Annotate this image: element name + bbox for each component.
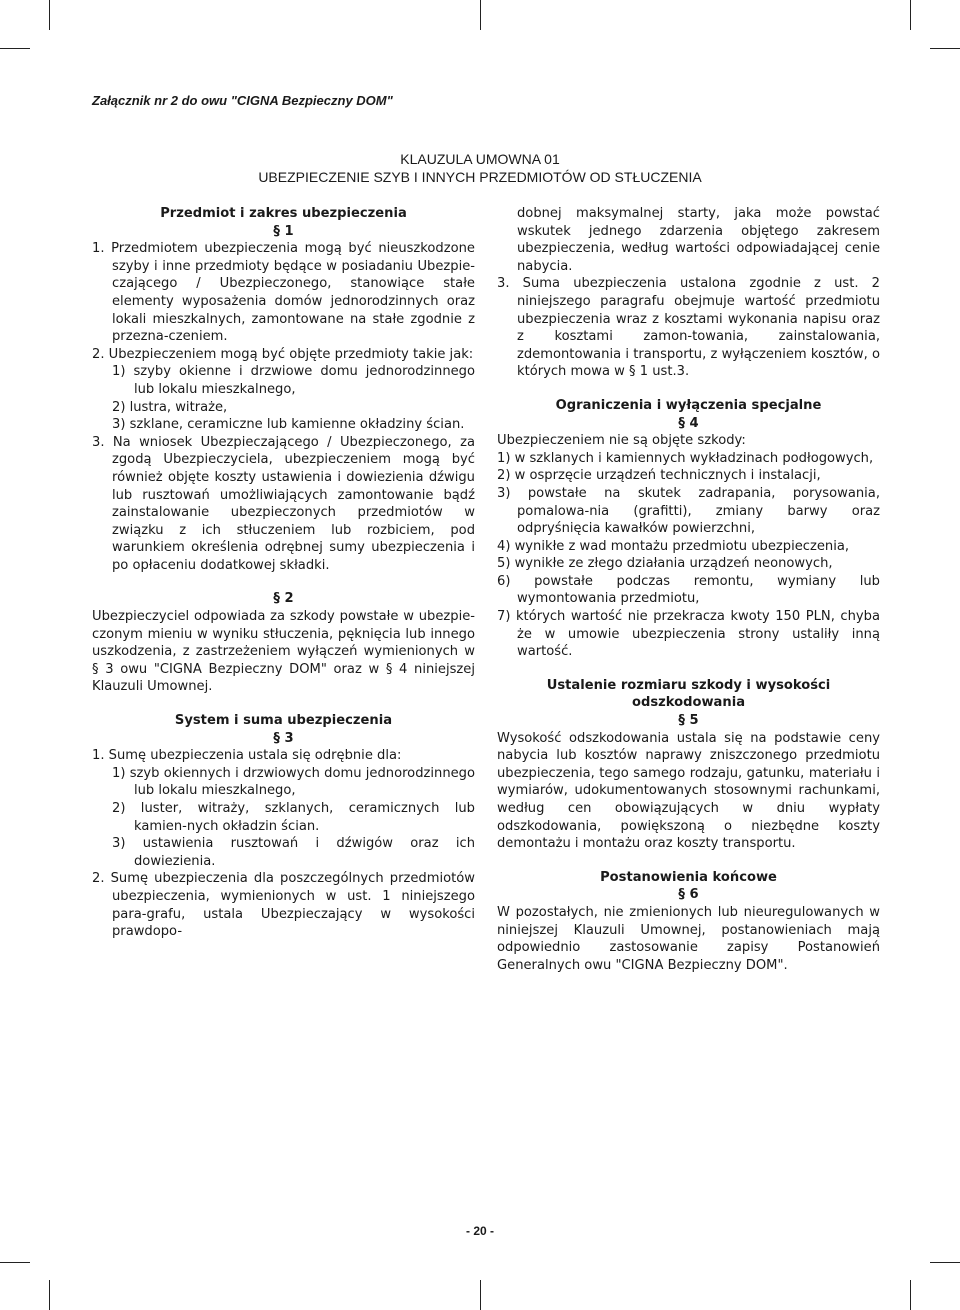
header-note: Załącznik nr 2 do owu "CIGNA Bezpieczny DOM" bbox=[92, 93, 393, 108]
section-6-number: § 6 bbox=[678, 887, 699, 903]
section-1-paragraph-1: 1. Przedmiotem ubezpieczenia mogą być nieuszkodzone szyby i inne przedmioty będące w posiadaniu Ubezpie-czającego / Ubezpieczonego, stanowiące stałe elementy wyposażenia domów jednorodzinnych oraz lokali mieszkalnych, zamontowane na stałe zgodnie z przezna-czeniem. bbox=[92, 241, 475, 345]
crop-mark bbox=[930, 48, 960, 49]
crop-mark bbox=[49, 1280, 50, 1310]
list-item: 3) ustawienia rusztowań i dźwigów oraz ich dowiezienia. bbox=[112, 836, 475, 869]
section-5-title: Ustalenie rozmiaru szkody i wysokości odszkodowania bbox=[546, 677, 831, 711]
crop-mark bbox=[910, 1280, 911, 1310]
list-item: 2) lustra, witraże, bbox=[112, 399, 228, 415]
crop-mark bbox=[480, 0, 481, 30]
page-number: - 20 - bbox=[465, 1224, 494, 1238]
crop-mark bbox=[480, 1280, 481, 1310]
list-item: 2) w osprzęcie urządzeń technicznych i instalacji, bbox=[497, 468, 821, 484]
section-1-paragraph-3: 3. Na wniosek Ubezpieczającego / Ubezpieczonego, za zgodą Ubezpieczyciela, ubezpieczeniem mogą być również objęte koszty ustawienia i dowiezienia dźwigu lub rusztowań umożliwiających zamontowanie bądź zainstalowanie ubezpieczonych przedmiotów w związku z ich stłuczeniem lub rozbiciem, pod warunkiem określenia odrębnej sumy ubezpieczenia i po opłaceniu dodatkowej składki. bbox=[92, 434, 475, 573]
section-4-intro: Ubezpieczeniem nie są objęte szkody: bbox=[497, 433, 746, 449]
crop-mark bbox=[49, 0, 50, 30]
section-4-number: § 4 bbox=[678, 415, 699, 431]
section-3-number: § 3 bbox=[273, 730, 294, 746]
title-line-1: KLAUZULA UMOWNA 01 bbox=[400, 151, 560, 167]
section-6-text: W pozostałych, nie zmienionych lub nieuregulowanych w niniejszej Klauzuli Umownej, postanowieniach mają odpowiednio zastosowanie zapisy Postanowień Generalnych owu "CIGNA Bezpieczny DOM". bbox=[497, 904, 880, 973]
crop-mark bbox=[910, 0, 911, 30]
list-item: 1) w szklanych i kamiennych wykładzinach podłogowych, bbox=[497, 450, 874, 466]
list-item: 7) których wartość nie przekracza kwoty 150 PLN, chyba że w umowie ubezpieczenia strony ustaliły inną wartość. bbox=[497, 609, 880, 660]
section-3-paragraph-3: 3. Suma ubezpieczenia ustalona zgodnie z ust. 2 niniejszego paragrafu obejmuje wartość przedmiotu ubezpieczenia wraz z kosztami wykonania napisu oraz z kosztami zamon-towania, zainstalowania, zdemontowania i transportu, z wyłączeniem kosztów, o których mowa w § 1 ust.3. bbox=[497, 276, 880, 380]
section-1-title: Przedmiot i zakres ubezpieczenia bbox=[160, 206, 407, 221]
section-3-paragraph-2-continued: dobnej maksymalnej starty, jaka może powstać wskutek jednego zdarzenia objętego zakresem ubezpieczenia, według wartości odpowiadającej cenie nabycia. bbox=[517, 206, 880, 274]
list-item: 1) szyb okiennych i drzwiowych domu jednorodzinnego lub lokalu mieszkalnego, bbox=[112, 765, 475, 799]
section-3-paragraph-1: 1. Sumę ubezpieczenia ustala się odrębnie dla: bbox=[92, 748, 402, 764]
list-item: 1) szyby okienne i drzwiowe domu jednorodzinnego lub lokalu mieszkalnego, bbox=[112, 364, 475, 397]
section-5-text: Wysokość odszkodowania ustala się na podstawie ceny nabycia lub kosztów naprawy zniszczonego przedmiotu ubezpieczenia, tego samego rodzaju, gatunku, materiału i wymiarów, udokumentowanych stosownymi rachunkami, według cen obowiązujących w dniu wypłaty odszkodowania, powiększoną o niezbędne koszty demontażu i montażu oraz koszty transportu. bbox=[497, 730, 880, 852]
section-3-paragraph-2: 2. Sumę ubezpieczenia dla poszczególnych przedmiotów ubezpieczenia, wymienionych w ust. 1 niniejszego para-grafu, ustala Ubezpieczający w wysokości prawdopo- bbox=[92, 871, 475, 940]
title-line-2: UBEZPIECZENIE SZYB I INNYCH PRZEDMIOTÓW OD STŁUCZENIA bbox=[258, 169, 702, 185]
section-6-title: Postanowienia końcowe bbox=[600, 869, 777, 885]
crop-mark bbox=[930, 1262, 960, 1263]
section-2-number: § 2 bbox=[273, 591, 294, 607]
section-5-number: § 5 bbox=[678, 713, 699, 729]
section-4-title: Ograniczenia i wyłączenia specjalne bbox=[555, 397, 822, 413]
list-item: 3) powstałe na skutek zadrapania, porysowania, pomalowa-nia (grafitti), zmiany barwy oraz odpryśnięcia kawałków powierzchni, bbox=[497, 485, 880, 537]
section-1-number: § 1 bbox=[273, 223, 294, 239]
crop-mark bbox=[0, 1262, 30, 1263]
list-item: 2) luster, witraży, szklanych, ceramicznych lub kamien-nych okładzin ścian. bbox=[112, 801, 475, 834]
section-3-title: System i suma ubezpieczenia bbox=[174, 713, 393, 729]
list-item: 6) powstałe podczas remontu, wymiany lub wymontowania przedmiotu, bbox=[497, 573, 880, 607]
document-title bbox=[0, 150, 960, 186]
section-2-text: Ubezpieczyciel odpowiada za szkody powstałe w ubezpie-czonym mieniu w wyniku stłuczenia, pęknięcia lub innego uszkodzenia, z zastrzeżeniem wyłączeń wymienionych w § 3 owu "CIGNA Bezpieczny DOM" oraz w § 4 niniejszej Klauzuli Umownej. bbox=[92, 609, 475, 695]
list-item: 3) szklane, ceramiczne lub kamienne okładziny ścian. bbox=[112, 417, 465, 433]
section-1-paragraph-2: 2. Ubezpieczeniem mogą być objęte przedmioty takie jak: bbox=[92, 346, 474, 362]
right-column bbox=[497, 205, 880, 974]
list-item: 4) wynikłe z wad montażu przedmiotu ubezpieczenia, bbox=[497, 538, 850, 554]
list-item: 5) wynikłe ze złego działania urządzeń neonowych, bbox=[497, 556, 833, 572]
crop-mark bbox=[0, 48, 30, 49]
left-column bbox=[92, 205, 475, 941]
